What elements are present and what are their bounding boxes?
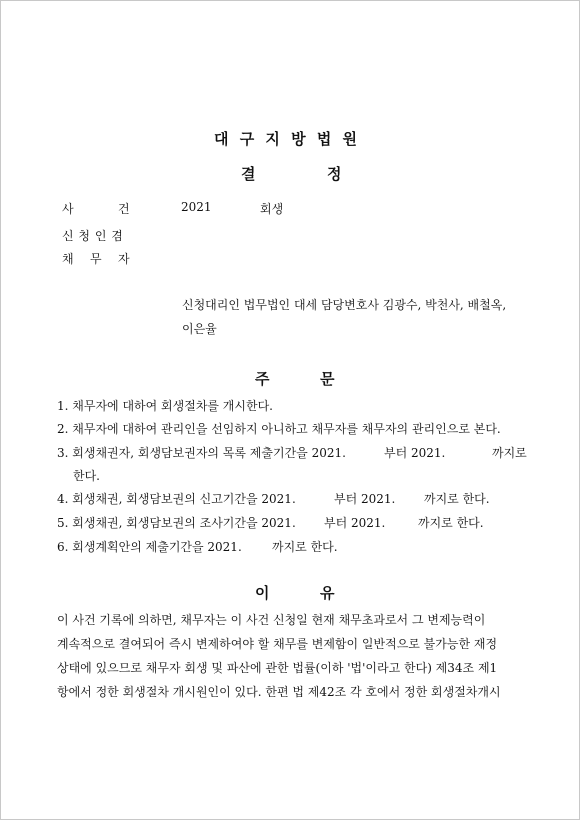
order-item-4-part-b: 부터 2021.	[334, 492, 396, 506]
debtor-label-char-2: 무	[90, 252, 102, 266]
reason-line-2: 계속적으로 결여되어 즉시 변제하여야 할 채무를 변제함이 일반적으로 불가능한 재정	[57, 637, 498, 651]
debtor-label-char-1: 채	[62, 252, 74, 266]
order-item-1: 1. 채무자에 대하여 회생절차를 개시한다.	[57, 399, 273, 413]
case-label-char-1: 사	[62, 202, 74, 216]
order-item-5-part-a: 5. 회생채권, 회생담보권의 조사기간을 2021.	[57, 516, 296, 530]
court-name: 대 구 지 방 법 원	[214, 130, 358, 148]
order-item-2: 2. 채무자에 대하여 관리인을 선임하지 아니하고 채무자를 채무자의 관리인으로 본다.	[57, 422, 501, 436]
reason-line-1: 이 사건 기록에 의하면, 채무자는 이 사건 신청일 현재 채무초과로서 그 변제능력이	[57, 613, 486, 627]
reason-line-3: 상태에 있으므로 채무자 회생 및 파산에 관한 법률(이하 '법'이라고 한다) 제34조 제1	[57, 661, 498, 675]
reason-heading-char-2: 유	[320, 584, 335, 602]
reason-heading-char-1: 이	[255, 584, 270, 602]
order-item-5-part-b: 부터 2021.	[324, 516, 386, 530]
order-item-5-part-c: 까지로 한다.	[418, 516, 484, 530]
case-year: 2021	[181, 200, 212, 214]
order-item-3-part-b: 부터 2021.	[384, 446, 446, 460]
case-label-char-2: 건	[118, 202, 130, 216]
order-item-3-continuation: 한다.	[73, 469, 100, 483]
doc-type-char-2: 정	[327, 165, 342, 183]
case-type: 회생	[260, 202, 284, 216]
order-item-3-part-c: 까지로	[492, 446, 527, 460]
order-item-4-part-a: 4. 회생채권, 회생담보권의 신고기간을 2021.	[57, 492, 296, 506]
doc-type-char-1: 결	[241, 165, 256, 183]
order-item-4-part-c: 까지로 한다.	[424, 492, 490, 506]
order-heading-char-2: 문	[320, 370, 335, 388]
order-heading-char-1: 주	[255, 370, 270, 388]
order-item-6-part-a: 6. 회생계획안의 제출기간을 2021.	[57, 540, 242, 554]
agent-line-1: 신청대리인 법무법인 대세 담당변호사 김광수, 박천사, 배철옥,	[182, 298, 507, 312]
order-item-6-part-c: 까지로 한다.	[272, 540, 338, 554]
agent-line-2: 이은율	[182, 322, 217, 336]
applicant-label: 신 청 인 겸	[62, 229, 123, 243]
reason-line-4: 항에서 정한 회생절차 개시원인이 있다. 한편 법 제42조 각 호에서 정한 회생절차개시	[57, 685, 501, 699]
debtor-label-char-3: 자	[118, 252, 130, 266]
order-item-3-part-a: 3. 회생채권자, 회생담보권자의 목록 제출기간을 2021.	[57, 446, 346, 460]
